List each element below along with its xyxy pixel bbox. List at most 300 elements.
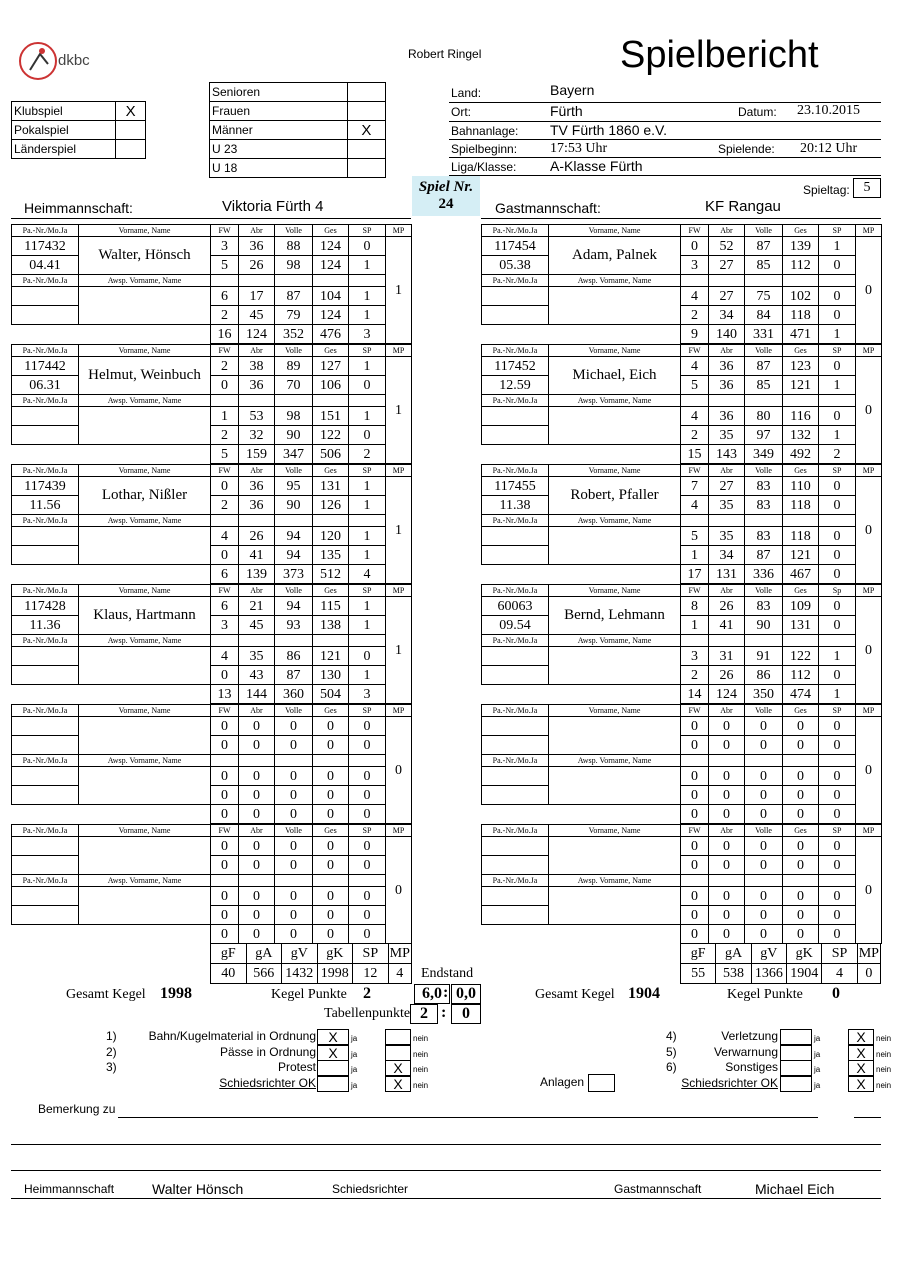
player-pass-nr[interactable]: 117432 xyxy=(12,237,79,256)
score-cell[interactable]: 0 xyxy=(313,856,349,875)
score-cell[interactable]: 0 xyxy=(211,546,239,565)
score-cell[interactable]: 0 xyxy=(783,717,819,736)
score-cell[interactable]: 85 xyxy=(745,376,783,395)
player-moja[interactable]: 11.56 xyxy=(12,496,79,515)
check-ja-box[interactable] xyxy=(780,1076,812,1092)
score-cell[interactable]: 26 xyxy=(709,597,745,616)
score-cell[interactable]: 0 xyxy=(819,527,856,546)
score-cell[interactable]: 116 xyxy=(783,407,819,426)
score-cell[interactable]: 1 xyxy=(349,477,386,496)
score-cell[interactable]: 106 xyxy=(313,376,349,395)
score-cell[interactable]: 0 xyxy=(745,786,783,805)
score-cell[interactable]: 0 xyxy=(745,767,783,786)
score-cell[interactable]: 0 xyxy=(819,786,856,805)
awsp-name[interactable] xyxy=(79,407,211,445)
awsp-moja[interactable] xyxy=(12,306,79,325)
score-cell[interactable]: 70 xyxy=(275,376,313,395)
score-cell[interactable]: 3 xyxy=(681,647,709,666)
score-cell[interactable]: 0 xyxy=(819,906,856,925)
score-cell[interactable]: 0 xyxy=(313,717,349,736)
awsp-pass-nr[interactable] xyxy=(12,287,79,306)
player-name[interactable]: Helmut, Weinbuch xyxy=(79,357,211,395)
score-cell[interactable]: 138 xyxy=(313,616,349,635)
score-cell[interactable]: 32 xyxy=(239,426,275,445)
score-cell[interactable]: 2 xyxy=(681,666,709,685)
score-cell[interactable]: 132 xyxy=(783,426,819,445)
score-cell[interactable]: 0 xyxy=(349,237,386,256)
score-cell[interactable]: 0 xyxy=(819,496,856,515)
score-cell[interactable]: 35 xyxy=(709,496,745,515)
score-cell[interactable]: 31 xyxy=(709,647,745,666)
score-cell[interactable]: 0 xyxy=(313,887,349,906)
player-moja[interactable] xyxy=(482,856,549,875)
player-pass-nr[interactable] xyxy=(482,717,549,736)
awsp-moja[interactable] xyxy=(12,906,79,925)
score-cell[interactable]: 0 xyxy=(239,887,275,906)
score-cell[interactable]: 112 xyxy=(783,256,819,275)
awsp-moja[interactable] xyxy=(12,426,79,445)
score-cell[interactable]: 0 xyxy=(275,717,313,736)
score-cell[interactable]: 98 xyxy=(275,256,313,275)
score-cell[interactable]: 89 xyxy=(275,357,313,376)
score-cell[interactable]: 0 xyxy=(349,717,386,736)
awsp-name[interactable] xyxy=(549,887,681,925)
score-cell[interactable]: 0 xyxy=(349,786,386,805)
score-cell[interactable]: 0 xyxy=(239,767,275,786)
score-cell[interactable]: 87 xyxy=(745,237,783,256)
score-cell[interactable]: 26 xyxy=(239,527,275,546)
score-cell[interactable]: 1 xyxy=(349,287,386,306)
score-cell[interactable]: 0 xyxy=(783,906,819,925)
check-nein-box[interactable] xyxy=(385,1045,411,1061)
score-cell[interactable]: 0 xyxy=(275,786,313,805)
player-name[interactable] xyxy=(79,837,211,875)
awsp-pass-nr[interactable] xyxy=(482,647,549,666)
score-cell[interactable]: 79 xyxy=(275,306,313,325)
awsp-name[interactable] xyxy=(549,527,681,565)
player-pass-nr[interactable]: 117452 xyxy=(482,357,549,376)
score-cell[interactable]: 0 xyxy=(275,736,313,755)
score-cell[interactable]: 0 xyxy=(275,767,313,786)
score-cell[interactable]: 0 xyxy=(819,666,856,685)
score-cell[interactable]: 4 xyxy=(681,407,709,426)
awsp-name[interactable] xyxy=(79,887,211,925)
score-cell[interactable]: 35 xyxy=(239,647,275,666)
score-cell[interactable]: 0 xyxy=(783,786,819,805)
awsp-moja[interactable] xyxy=(12,786,79,805)
check-nein-box[interactable]: X xyxy=(385,1076,411,1092)
score-cell[interactable]: 87 xyxy=(745,357,783,376)
player-moja[interactable]: 11.36 xyxy=(12,616,79,635)
player-mp[interactable]: 0 xyxy=(856,597,882,704)
score-cell[interactable]: 0 xyxy=(709,767,745,786)
player-moja[interactable]: 06.31 xyxy=(12,376,79,395)
score-cell[interactable]: 0 xyxy=(783,767,819,786)
score-cell[interactable]: 85 xyxy=(745,256,783,275)
score-cell[interactable]: 131 xyxy=(313,477,349,496)
score-cell[interactable]: 1 xyxy=(211,407,239,426)
game-type-mark[interactable]: X xyxy=(116,102,146,121)
player-mp[interactable]: 0 xyxy=(386,717,412,824)
player-moja[interactable] xyxy=(12,736,79,755)
check-ja-box[interactable] xyxy=(780,1029,812,1045)
game-type-mark[interactable] xyxy=(116,121,146,140)
score-cell[interactable]: 35 xyxy=(709,527,745,546)
score-cell[interactable]: 26 xyxy=(239,256,275,275)
score-cell[interactable]: 0 xyxy=(275,906,313,925)
awsp-moja[interactable] xyxy=(12,666,79,685)
player-pass-nr[interactable] xyxy=(12,837,79,856)
score-cell[interactable]: 83 xyxy=(745,496,783,515)
score-cell[interactable]: 94 xyxy=(275,546,313,565)
score-cell[interactable]: 0 xyxy=(819,546,856,565)
category-mark[interactable] xyxy=(347,140,385,159)
score-cell[interactable]: 5 xyxy=(681,376,709,395)
score-cell[interactable]: 0 xyxy=(819,357,856,376)
score-cell[interactable]: 0 xyxy=(275,856,313,875)
score-cell[interactable]: 0 xyxy=(745,906,783,925)
score-cell[interactable]: 0 xyxy=(349,647,386,666)
player-name[interactable]: Adam, Palnek xyxy=(549,237,681,275)
score-cell[interactable]: 5 xyxy=(681,527,709,546)
player-mp[interactable]: 0 xyxy=(856,477,882,584)
score-cell[interactable]: 36 xyxy=(709,357,745,376)
score-cell[interactable]: 7 xyxy=(681,477,709,496)
score-cell[interactable]: 36 xyxy=(239,237,275,256)
score-cell[interactable]: 1 xyxy=(349,306,386,325)
score-cell[interactable]: 0 xyxy=(211,477,239,496)
score-cell[interactable]: 0 xyxy=(819,477,856,496)
player-pass-nr[interactable]: 60063 xyxy=(482,597,549,616)
score-cell[interactable]: 43 xyxy=(239,666,275,685)
score-cell[interactable]: 1 xyxy=(349,597,386,616)
player-moja[interactable]: 09.54 xyxy=(482,616,549,635)
score-cell[interactable]: 86 xyxy=(745,666,783,685)
score-cell[interactable]: 0 xyxy=(275,887,313,906)
awsp-pass-nr[interactable] xyxy=(482,527,549,546)
check-ja-box[interactable] xyxy=(780,1060,812,1076)
player-mp[interactable]: 0 xyxy=(856,357,882,464)
score-cell[interactable]: 0 xyxy=(681,736,709,755)
score-cell[interactable]: 34 xyxy=(709,546,745,565)
score-cell[interactable]: 2 xyxy=(211,426,239,445)
player-moja[interactable]: 11.38 xyxy=(482,496,549,515)
score-cell[interactable]: 1 xyxy=(681,546,709,565)
awsp-name[interactable] xyxy=(549,647,681,685)
score-cell[interactable]: 121 xyxy=(783,376,819,395)
score-cell[interactable]: 83 xyxy=(745,527,783,546)
score-cell[interactable]: 118 xyxy=(783,527,819,546)
category-mark[interactable]: X xyxy=(347,121,385,140)
score-cell[interactable]: 0 xyxy=(211,736,239,755)
score-cell[interactable]: 151 xyxy=(313,407,349,426)
score-cell[interactable]: 2 xyxy=(681,426,709,445)
score-cell[interactable]: 2 xyxy=(681,306,709,325)
check-ja-box[interactable] xyxy=(317,1060,349,1076)
score-cell[interactable]: 1 xyxy=(349,546,386,565)
score-cell[interactable]: 41 xyxy=(709,616,745,635)
player-mp[interactable]: 0 xyxy=(856,237,882,344)
score-cell[interactable]: 0 xyxy=(275,837,313,856)
score-cell[interactable]: 36 xyxy=(239,477,275,496)
awsp-pass-nr[interactable] xyxy=(12,527,79,546)
score-cell[interactable]: 88 xyxy=(275,237,313,256)
score-cell[interactable]: 0 xyxy=(709,736,745,755)
score-cell[interactable]: 0 xyxy=(819,597,856,616)
awsp-name[interactable] xyxy=(79,647,211,685)
score-cell[interactable]: 1 xyxy=(681,616,709,635)
score-cell[interactable]: 0 xyxy=(819,287,856,306)
score-cell[interactable]: 27 xyxy=(709,287,745,306)
score-cell[interactable]: 90 xyxy=(275,496,313,515)
score-cell[interactable]: 118 xyxy=(783,496,819,515)
check-nein-box[interactable]: X xyxy=(848,1060,874,1076)
score-cell[interactable]: 0 xyxy=(211,717,239,736)
score-cell[interactable]: 139 xyxy=(783,237,819,256)
check-nein-box[interactable]: X xyxy=(848,1029,874,1045)
score-cell[interactable]: 35 xyxy=(709,426,745,445)
player-name[interactable]: Walter, Hönsch xyxy=(79,237,211,275)
check-nein-box[interactable]: X xyxy=(848,1045,874,1061)
awsp-pass-nr[interactable] xyxy=(12,407,79,426)
score-cell[interactable]: 3 xyxy=(211,616,239,635)
score-cell[interactable]: 2 xyxy=(211,496,239,515)
awsp-pass-nr[interactable] xyxy=(482,407,549,426)
score-cell[interactable]: 0 xyxy=(709,786,745,805)
score-cell[interactable]: 26 xyxy=(709,666,745,685)
awsp-name[interactable] xyxy=(549,767,681,805)
player-name[interactable] xyxy=(79,717,211,755)
score-cell[interactable]: 4 xyxy=(681,357,709,376)
score-cell[interactable]: 0 xyxy=(349,736,386,755)
player-mp[interactable]: 1 xyxy=(386,357,412,464)
score-cell[interactable]: 36 xyxy=(239,496,275,515)
score-cell[interactable]: 102 xyxy=(783,287,819,306)
player-pass-nr[interactable]: 117428 xyxy=(12,597,79,616)
score-cell[interactable]: 45 xyxy=(239,616,275,635)
score-cell[interactable]: 4 xyxy=(211,527,239,546)
score-cell[interactable]: 0 xyxy=(783,736,819,755)
score-cell[interactable]: 0 xyxy=(819,856,856,875)
score-cell[interactable]: 0 xyxy=(349,426,386,445)
score-cell[interactable]: 36 xyxy=(709,376,745,395)
awsp-name[interactable] xyxy=(549,287,681,325)
score-cell[interactable]: 6 xyxy=(211,287,239,306)
score-cell[interactable]: 0 xyxy=(681,717,709,736)
score-cell[interactable]: 53 xyxy=(239,407,275,426)
score-cell[interactable]: 0 xyxy=(349,856,386,875)
score-cell[interactable]: 0 xyxy=(819,306,856,325)
score-cell[interactable]: 0 xyxy=(681,237,709,256)
score-cell[interactable]: 0 xyxy=(211,767,239,786)
score-cell[interactable]: 1 xyxy=(349,496,386,515)
score-cell[interactable]: 3 xyxy=(211,237,239,256)
score-cell[interactable]: 1 xyxy=(819,647,856,666)
score-cell[interactable]: 0 xyxy=(211,786,239,805)
score-cell[interactable]: 0 xyxy=(313,837,349,856)
score-cell[interactable]: 1 xyxy=(819,426,856,445)
score-cell[interactable]: 0 xyxy=(239,856,275,875)
score-cell[interactable]: 0 xyxy=(745,717,783,736)
player-pass-nr[interactable]: 117442 xyxy=(12,357,79,376)
score-cell[interactable]: 0 xyxy=(211,887,239,906)
score-cell[interactable]: 93 xyxy=(275,616,313,635)
score-cell[interactable]: 0 xyxy=(239,837,275,856)
score-cell[interactable]: 0 xyxy=(745,837,783,856)
player-mp[interactable]: 0 xyxy=(856,837,882,944)
score-cell[interactable]: 90 xyxy=(745,616,783,635)
score-cell[interactable]: 21 xyxy=(239,597,275,616)
player-mp[interactable]: 1 xyxy=(386,597,412,704)
score-cell[interactable]: 0 xyxy=(709,906,745,925)
score-cell[interactable]: 27 xyxy=(709,256,745,275)
awsp-pass-nr[interactable] xyxy=(12,647,79,666)
score-cell[interactable]: 0 xyxy=(313,767,349,786)
score-cell[interactable]: 122 xyxy=(783,647,819,666)
player-name[interactable]: Klaus, Hartmann xyxy=(79,597,211,635)
check-ja-box[interactable]: X xyxy=(317,1045,349,1061)
score-cell[interactable]: 2 xyxy=(211,357,239,376)
score-cell[interactable]: 95 xyxy=(275,477,313,496)
score-cell[interactable]: 121 xyxy=(313,647,349,666)
check-nein-box[interactable]: X xyxy=(848,1076,874,1092)
score-cell[interactable]: 0 xyxy=(239,906,275,925)
score-cell[interactable]: 8 xyxy=(681,597,709,616)
score-cell[interactable]: 120 xyxy=(313,527,349,546)
score-cell[interactable]: 83 xyxy=(745,597,783,616)
player-moja[interactable]: 12.59 xyxy=(482,376,549,395)
category-mark[interactable] xyxy=(347,159,385,178)
score-cell[interactable]: 83 xyxy=(745,477,783,496)
score-cell[interactable]: 1 xyxy=(349,616,386,635)
score-cell[interactable]: 0 xyxy=(681,837,709,856)
score-cell[interactable]: 135 xyxy=(313,546,349,565)
awsp-moja[interactable] xyxy=(12,546,79,565)
player-pass-nr[interactable] xyxy=(12,717,79,736)
score-cell[interactable]: 0 xyxy=(681,786,709,805)
score-cell[interactable]: 41 xyxy=(239,546,275,565)
score-cell[interactable]: 112 xyxy=(783,666,819,685)
score-cell[interactable]: 0 xyxy=(819,736,856,755)
score-cell[interactable]: 0 xyxy=(819,256,856,275)
score-cell[interactable]: 123 xyxy=(783,357,819,376)
score-cell[interactable]: 104 xyxy=(313,287,349,306)
score-cell[interactable]: 121 xyxy=(783,546,819,565)
score-cell[interactable]: 0 xyxy=(681,906,709,925)
player-name[interactable]: Lothar, Nißler xyxy=(79,477,211,515)
awsp-moja[interactable] xyxy=(482,426,549,445)
score-cell[interactable]: 0 xyxy=(349,837,386,856)
score-cell[interactable]: 45 xyxy=(239,306,275,325)
score-cell[interactable]: 131 xyxy=(783,616,819,635)
player-name[interactable]: Robert, Pfaller xyxy=(549,477,681,515)
score-cell[interactable]: 0 xyxy=(239,717,275,736)
check-ja-box[interactable] xyxy=(317,1076,349,1092)
score-cell[interactable]: 1 xyxy=(349,407,386,426)
score-cell[interactable]: 0 xyxy=(211,906,239,925)
awsp-pass-nr[interactable] xyxy=(482,767,549,786)
awsp-name[interactable] xyxy=(549,407,681,445)
score-cell[interactable]: 115 xyxy=(313,597,349,616)
score-cell[interactable]: 97 xyxy=(745,426,783,445)
score-cell[interactable]: 0 xyxy=(819,616,856,635)
score-cell[interactable]: 110 xyxy=(783,477,819,496)
score-cell[interactable]: 0 xyxy=(709,717,745,736)
score-cell[interactable]: 0 xyxy=(709,887,745,906)
score-cell[interactable]: 36 xyxy=(709,407,745,426)
score-cell[interactable]: 0 xyxy=(745,887,783,906)
player-name[interactable] xyxy=(549,717,681,755)
score-cell[interactable]: 130 xyxy=(313,666,349,685)
score-cell[interactable]: 34 xyxy=(709,306,745,325)
score-cell[interactable]: 0 xyxy=(745,856,783,875)
score-cell[interactable]: 1 xyxy=(349,527,386,546)
score-cell[interactable]: 1 xyxy=(349,666,386,685)
score-cell[interactable]: 94 xyxy=(275,597,313,616)
score-cell[interactable]: 124 xyxy=(313,306,349,325)
score-cell[interactable]: 0 xyxy=(313,736,349,755)
score-cell[interactable]: 5 xyxy=(211,256,239,275)
score-cell[interactable]: 91 xyxy=(745,647,783,666)
score-cell[interactable]: 86 xyxy=(275,647,313,666)
player-mp[interactable]: 1 xyxy=(386,477,412,584)
awsp-name[interactable] xyxy=(79,527,211,565)
awsp-name[interactable] xyxy=(79,767,211,805)
score-cell[interactable]: 0 xyxy=(681,856,709,875)
score-cell[interactable]: 0 xyxy=(819,717,856,736)
player-name[interactable]: Michael, Eich xyxy=(549,357,681,395)
score-cell[interactable]: 1 xyxy=(349,256,386,275)
awsp-moja[interactable] xyxy=(482,306,549,325)
score-cell[interactable]: 0 xyxy=(819,407,856,426)
category-mark[interactable] xyxy=(347,83,385,102)
score-cell[interactable]: 87 xyxy=(745,546,783,565)
score-cell[interactable]: 124 xyxy=(313,237,349,256)
score-cell[interactable]: 27 xyxy=(709,477,745,496)
score-cell[interactable]: 0 xyxy=(349,906,386,925)
score-cell[interactable]: 98 xyxy=(275,407,313,426)
player-name[interactable]: Bernd, Lehmann xyxy=(549,597,681,635)
score-cell[interactable]: 0 xyxy=(239,736,275,755)
score-cell[interactable]: 3 xyxy=(681,256,709,275)
check-nein-box[interactable] xyxy=(385,1029,411,1045)
player-pass-nr[interactable]: 117455 xyxy=(482,477,549,496)
score-cell[interactable]: 0 xyxy=(819,767,856,786)
score-cell[interactable]: 84 xyxy=(745,306,783,325)
score-cell[interactable]: 0 xyxy=(349,887,386,906)
player-mp[interactable]: 1 xyxy=(386,237,412,344)
score-cell[interactable]: 126 xyxy=(313,496,349,515)
score-cell[interactable]: 0 xyxy=(211,856,239,875)
score-cell[interactable]: 0 xyxy=(681,767,709,786)
score-cell[interactable]: 80 xyxy=(745,407,783,426)
score-cell[interactable]: 0 xyxy=(709,856,745,875)
score-cell[interactable]: 38 xyxy=(239,357,275,376)
player-moja[interactable]: 05.38 xyxy=(482,256,549,275)
check-ja-box[interactable] xyxy=(780,1045,812,1061)
awsp-pass-nr[interactable] xyxy=(12,887,79,906)
score-cell[interactable]: 0 xyxy=(349,376,386,395)
score-cell[interactable]: 0 xyxy=(681,887,709,906)
score-cell[interactable]: 1 xyxy=(819,237,856,256)
score-cell[interactable]: 0 xyxy=(239,786,275,805)
player-mp[interactable]: 0 xyxy=(386,837,412,944)
category-mark[interactable] xyxy=(347,102,385,121)
score-cell[interactable]: 75 xyxy=(745,287,783,306)
player-mp[interactable]: 0 xyxy=(856,717,882,824)
score-cell[interactable]: 0 xyxy=(313,906,349,925)
score-cell[interactable]: 0 xyxy=(783,856,819,875)
